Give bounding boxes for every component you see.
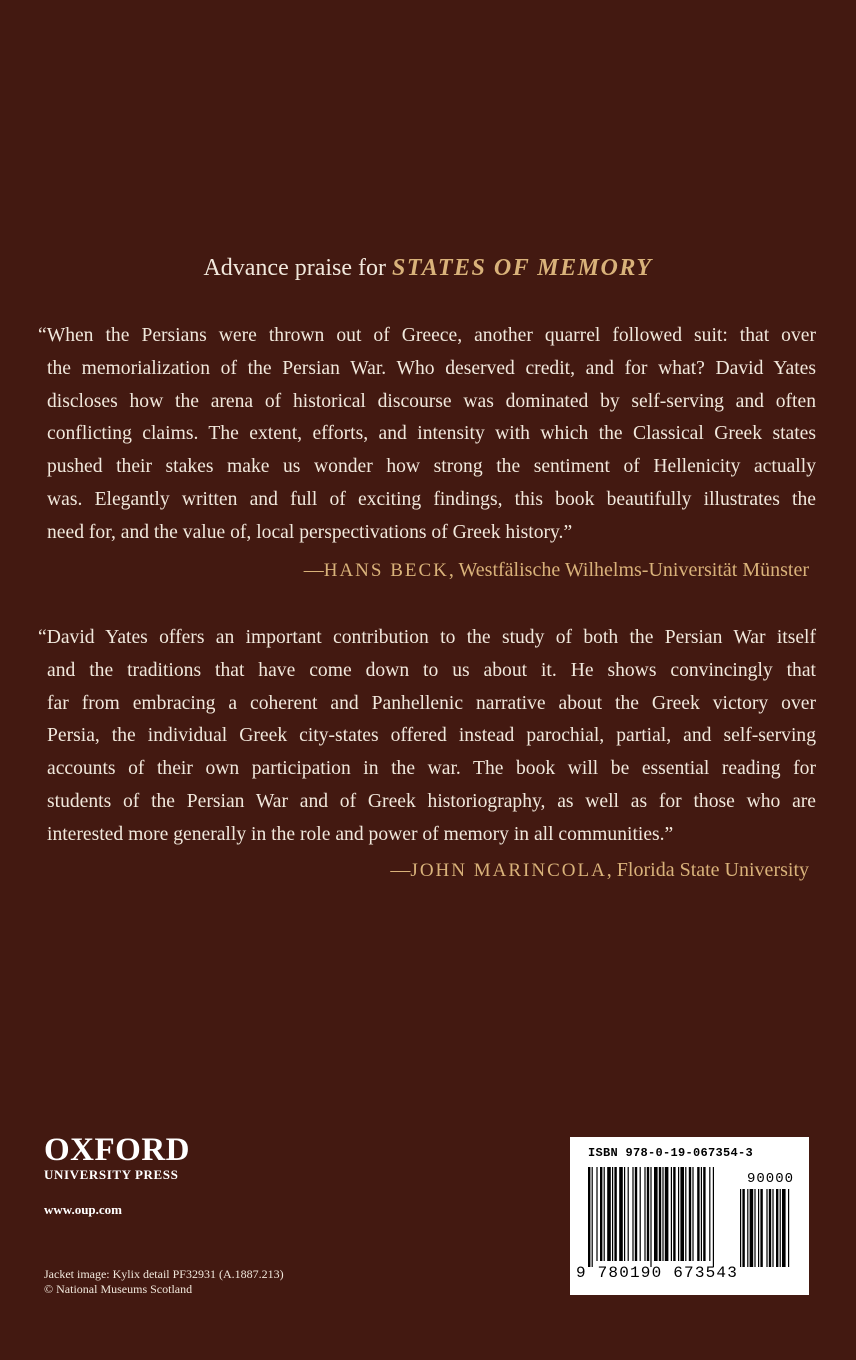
- isbn-label: ISBN 978-0-19-067354-3: [588, 1146, 754, 1160]
- addon-barcode-bar: [766, 1189, 767, 1267]
- credit-line: © National Museums Scotland: [44, 1282, 193, 1296]
- barcode-bar: [596, 1167, 597, 1261]
- barcode-bar: [697, 1167, 699, 1261]
- attribution-beck: [304, 555, 809, 586]
- quote-line: pushed their stakes make us wonder how strong the sentiment of Hellenicity actually: [47, 456, 816, 478]
- addon-barcode-bar: [742, 1189, 744, 1267]
- addon-barcode-bar: [740, 1189, 741, 1267]
- barcode-bar: [654, 1167, 658, 1261]
- publisher-press: UNIVERSITY PRESS: [44, 1167, 179, 1182]
- barcode-bar: [624, 1167, 625, 1261]
- barcode-bar: [692, 1167, 693, 1261]
- addon-barcode-bar: [769, 1189, 771, 1267]
- barcode-bar: [685, 1167, 686, 1261]
- barcode-bar: [713, 1167, 714, 1267]
- barcode-bar: [659, 1167, 661, 1261]
- attribution-name: JOHN MARINCOLA: [410, 860, 607, 881]
- barcode-bar: [644, 1167, 645, 1261]
- barcode-bar: [619, 1167, 623, 1261]
- addon-barcode-bar: [772, 1189, 773, 1267]
- barcode-bar: [689, 1167, 691, 1261]
- quote-line: need for, and the value of, local perspectivations of Greek history.”: [47, 521, 573, 543]
- barcode-bar: [701, 1167, 702, 1261]
- barcode-bar: [592, 1167, 593, 1267]
- quote-line: was. Elegantly written and full of exciting findings, this book beautifully illustrates the: [47, 488, 816, 510]
- barcode-bar: [612, 1167, 613, 1261]
- addon-barcode-bar: [782, 1189, 786, 1267]
- barcode-panel: [570, 1137, 809, 1295]
- barcode-bar: [673, 1167, 675, 1261]
- attribution-name: HANS BECK: [323, 560, 449, 581]
- credit-line: Jacket image: Kylix detail PF32931 (A.1887.213): [44, 1267, 284, 1281]
- quote-line: “When the Persians were thrown out of Greece, another quarrel followed suit: that over: [38, 325, 816, 346]
- attribution-dash: —: [390, 859, 411, 881]
- barcode-bar: [614, 1167, 616, 1261]
- quote-line: the memorialization of the Persian War. Who deserved credit, and for what? David Yates: [47, 357, 816, 379]
- barcode-bar: [632, 1167, 633, 1261]
- addon-barcode-bar: [780, 1189, 781, 1267]
- addon-barcode-bar: [747, 1189, 748, 1267]
- quote-line: “David Yates offers an important contribution to the study of both the Persian War itself: [38, 627, 816, 648]
- barcode-bar: [607, 1167, 611, 1261]
- praise-heading-prefix: Advance praise for: [203, 255, 387, 281]
- barcode-bar: [600, 1167, 602, 1261]
- addon-barcode-bar: [776, 1189, 778, 1267]
- barcode-bar: [588, 1167, 590, 1267]
- quote-line: conflicting claims. The extent, efforts, and intensity with which the Classical Greek states: [47, 423, 816, 445]
- addon-barcode-bar: [760, 1189, 762, 1267]
- barcode-bar: [628, 1167, 629, 1261]
- barcode-bar: [709, 1167, 710, 1261]
- quote-line: and the traditions that have come down to us about it. He shows convincingly that: [47, 659, 816, 681]
- barcode-digits: 9 780190 673543: [576, 1264, 739, 1282]
- book-title: STATES OF MEMORY: [392, 255, 653, 281]
- publisher-website: www.oup.com: [44, 1202, 123, 1217]
- barcode-bar: [671, 1167, 672, 1261]
- addon-barcode-bar: [754, 1189, 755, 1267]
- addon-barcode-bar: [788, 1189, 789, 1267]
- barcode-bar: [703, 1167, 705, 1261]
- attribution-marincola: [390, 855, 809, 886]
- addon-barcode-bar: [750, 1189, 754, 1267]
- jacket-credits: [44, 1267, 284, 1297]
- oxford-logo: [44, 1133, 190, 1183]
- barcode-bar: [662, 1167, 663, 1261]
- praise-heading: [0, 252, 856, 284]
- attribution-institution: , Westfälische Wilhelms-Universität Münster: [448, 559, 809, 581]
- quote-marincola: [38, 622, 816, 852]
- barcode-bar: [678, 1167, 679, 1261]
- quote-line: far from embracing a coherent and Panhellenic narrative about the Greek victory over: [47, 692, 816, 714]
- attribution-institution: , Florida State University: [606, 859, 809, 881]
- publisher-name: OXFORD: [44, 1132, 190, 1168]
- quote-beck: [38, 320, 816, 550]
- barcode-bar: [635, 1167, 637, 1261]
- quote-line: students of the Persian War and of Greek historiography, as well as for those who are: [47, 790, 816, 812]
- quote-line: interested more generally in the role and power of memory in all communities.”: [47, 823, 674, 845]
- barcode-bar: [640, 1167, 641, 1261]
- price-code: 90000: [747, 1171, 795, 1187]
- quote-line: Persia, the individual Greek city-states offered instead parochial, partial, and self-serving: [47, 725, 816, 747]
- barcode-bar: [647, 1167, 649, 1261]
- barcode-bar: [650, 1167, 651, 1267]
- quote-line: discloses how the arena of historical discourse was dominated by self-serving and often: [47, 390, 816, 412]
- barcode-bar: [604, 1167, 605, 1261]
- barcode-bar: [680, 1167, 684, 1261]
- attribution-dash: —: [303, 559, 324, 581]
- barcode-bar: [665, 1167, 669, 1261]
- addon-barcode-bar: [758, 1189, 759, 1267]
- quote-line: accounts of their own participation in the war. The book will be essential reading for: [47, 758, 816, 780]
